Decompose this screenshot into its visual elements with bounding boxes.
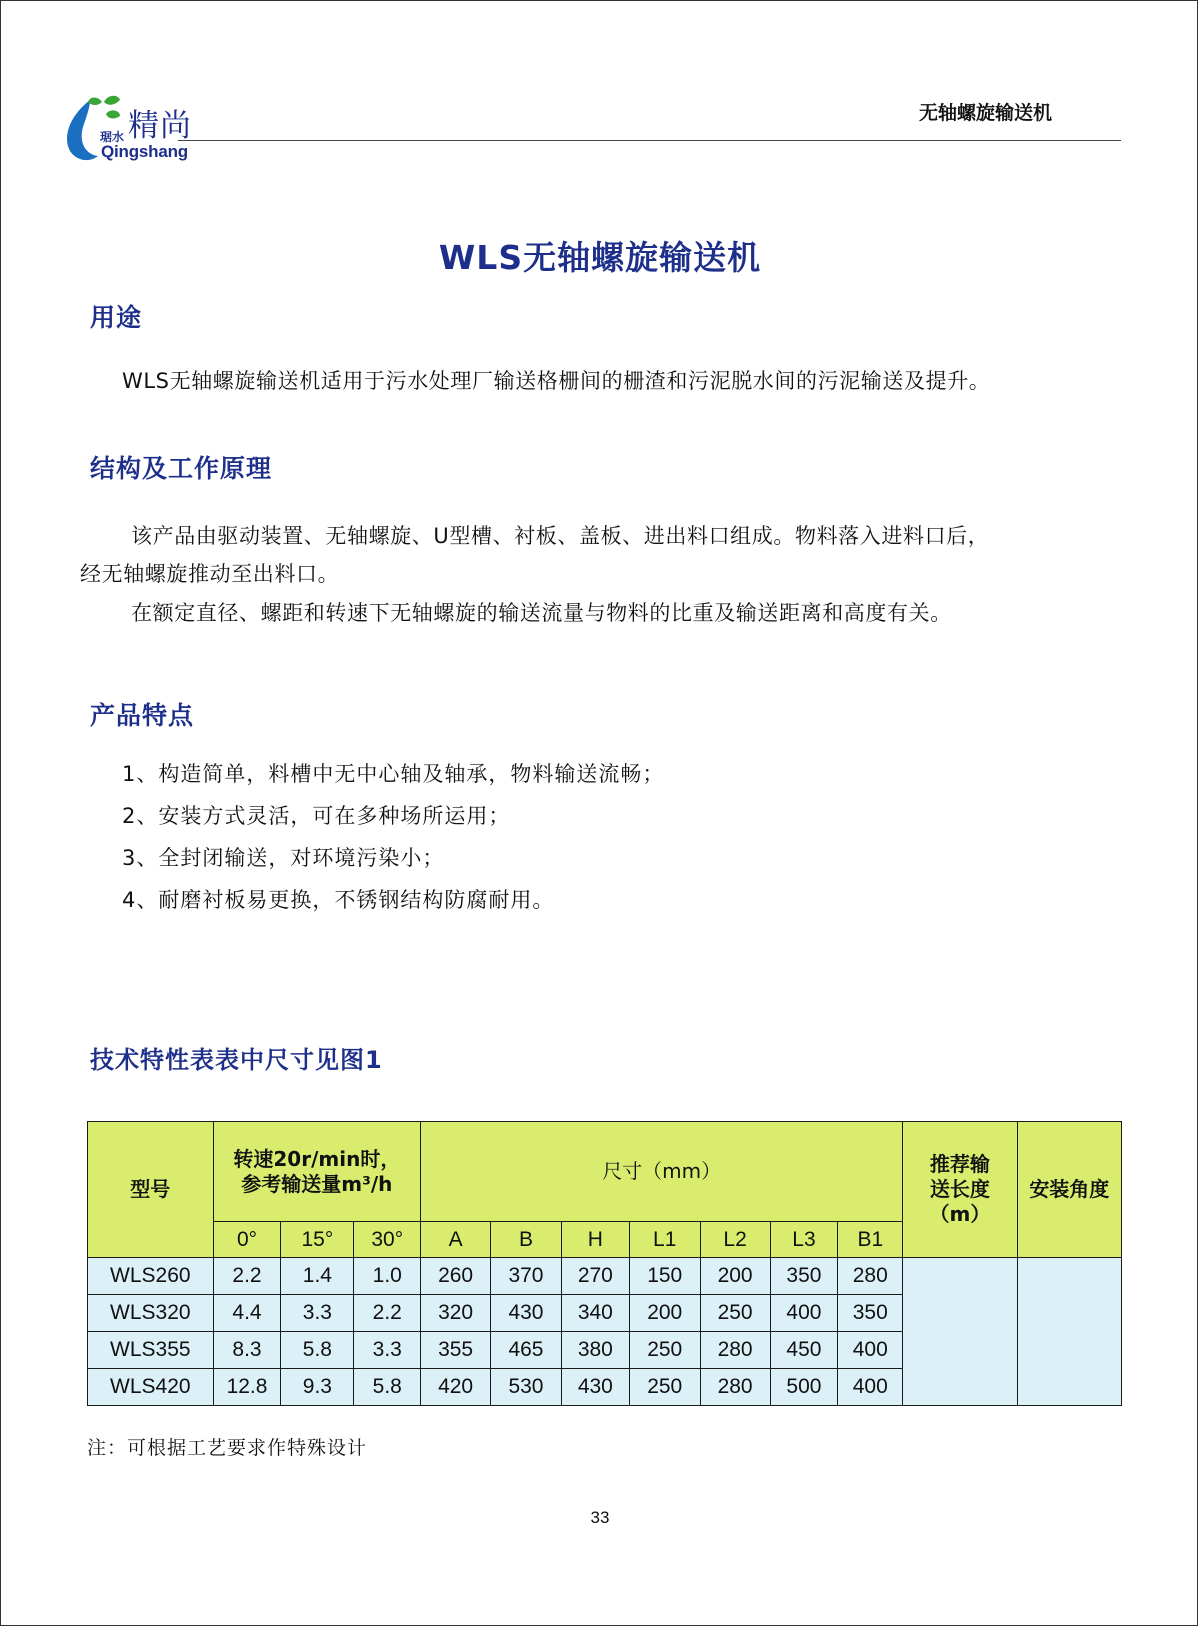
table-cell: 465 [491, 1332, 562, 1369]
design-note: 注：可根据工艺要求作特殊设计 [87, 1437, 368, 1459]
header-dimensions-label: 尺寸（mm） [602, 1159, 722, 1183]
table-cell: 270 [561, 1258, 629, 1295]
logo-chinese-name: 精尚 [128, 108, 192, 144]
table-cell: 320 [421, 1295, 491, 1332]
feature-item: 2、安装方式灵活，可在多种场所运用； [122, 804, 511, 828]
table-row [88, 1258, 1122, 1295]
subheader-cell: L2 [700, 1222, 770, 1258]
header-length-line1: 推荐输 [929, 1152, 990, 1176]
table-cell: 430 [561, 1369, 629, 1406]
tech-spec-table [87, 1121, 1122, 1406]
subheader-cell: H [561, 1222, 629, 1258]
subheader-cell: 15° [281, 1222, 354, 1258]
model-cell: WLS355 [88, 1332, 214, 1369]
model-cell: WLS260 [88, 1258, 214, 1295]
feature-item: 4、耐磨衬板易更换，不锈钢结构防腐耐用。 [122, 888, 555, 912]
table-cell: 200 [700, 1258, 770, 1295]
header-flow [213, 1122, 421, 1222]
table-cell: 500 [770, 1369, 838, 1406]
subheader-cell: 30° [354, 1222, 421, 1258]
subheader-cell: B1 [838, 1222, 903, 1258]
header-title: 无轴螺旋输送机 [918, 102, 1052, 124]
table-cell: 355 [421, 1332, 491, 1369]
header-angle [1017, 1122, 1121, 1258]
header-model-label: 型号 [130, 1177, 171, 1201]
table-cell: 2.2 [354, 1295, 421, 1332]
table-cell: 3.3 [354, 1332, 421, 1369]
structure-paragraph-line3: 在额定直径、螺距和转速下无轴螺旋的输送流量与物料的比重及输送距离和高度有关。 [131, 601, 952, 625]
table-cell: 370 [491, 1258, 562, 1295]
header-model [88, 1122, 214, 1258]
table-cell: 5.8 [354, 1369, 421, 1406]
feature-item: 3、全封闭输送，对环境污染小； [122, 846, 445, 870]
table-cell: 380 [561, 1332, 629, 1369]
subheader-cell: A [421, 1222, 491, 1258]
section-heading-features: 产品特点 [90, 701, 195, 730]
header-length-line2: 送长度 [929, 1177, 990, 1201]
document-title: WLS无轴螺旋输送机 [438, 238, 762, 277]
header-angle-label: 安装角度 [1029, 1177, 1110, 1201]
section-heading-structure: 结构及工作原理 [90, 454, 273, 483]
subheader-cell: 0° [213, 1222, 281, 1258]
table-cell: 1.0 [354, 1258, 421, 1295]
table-cell: 430 [491, 1295, 562, 1332]
table-cell: 400 [838, 1369, 903, 1406]
table-cell: 340 [561, 1295, 629, 1332]
table-cell: 280 [700, 1332, 770, 1369]
table-cell: 400 [770, 1295, 838, 1332]
table-cell: 280 [700, 1369, 770, 1406]
logo-latin-name: Qingshang [101, 142, 188, 161]
table-cell: 5.8 [281, 1332, 354, 1369]
table-cell: 400 [838, 1332, 903, 1369]
table-cell: 2.2 [213, 1258, 281, 1295]
header-flow-line1: 转速20r/min时， [233, 1146, 401, 1171]
table-cell: 1.4 [281, 1258, 354, 1295]
table-header-row [88, 1122, 1122, 1222]
header-flow-line2: 参考输送量m³/h [241, 1171, 393, 1196]
table-cell: 260 [421, 1258, 491, 1295]
table-cell: 450 [770, 1332, 838, 1369]
model-cell: WLS320 [88, 1295, 214, 1332]
table-cell: 250 [700, 1295, 770, 1332]
length-blank-cell [903, 1258, 1017, 1406]
table-cell: 250 [629, 1369, 700, 1406]
feature-item: 1、构造简单，料槽中无中心轴及轴承，物料输送流畅； [122, 762, 665, 786]
table-cell: 12.8 [213, 1369, 281, 1406]
subheader-cell: B [491, 1222, 562, 1258]
table-cell: 280 [838, 1258, 903, 1295]
table-cell: 3.3 [281, 1295, 354, 1332]
structure-paragraph-line2: 经无轴螺旋推动至出料口。 [80, 562, 340, 586]
table-cell: 530 [491, 1369, 562, 1406]
table-cell: 350 [838, 1295, 903, 1332]
section-heading-usage: 用途 [90, 303, 143, 332]
angle-blank-cell [1017, 1258, 1121, 1406]
table-cell: 4.4 [213, 1295, 281, 1332]
table-cell: 9.3 [281, 1369, 354, 1406]
page-number: 33 [590, 1508, 610, 1527]
header-length-line3: （m） [929, 1202, 991, 1226]
table-cell: 200 [629, 1295, 700, 1332]
table-cell: 420 [421, 1369, 491, 1406]
header-rule [178, 140, 1121, 141]
table-cell: 8.3 [213, 1332, 281, 1369]
table-cell: 350 [770, 1258, 838, 1295]
structure-paragraph-line1: 该产品由驱动装置、无轴螺旋、U型槽、衬板、盖板、进出料口组成。物料落入进料口后， [131, 524, 990, 548]
header-length [903, 1122, 1017, 1258]
logo-chinese-small: 琚水 [100, 130, 125, 144]
model-cell: WLS420 [88, 1369, 214, 1406]
subheader-cell: L1 [629, 1222, 700, 1258]
header-dimensions [421, 1122, 903, 1222]
subheader-cell: L3 [770, 1222, 838, 1258]
section-heading-tech-spec: 技术特性表表中尺寸见图1 [90, 1046, 383, 1074]
table-cell: 250 [629, 1332, 700, 1369]
table-cell: 150 [629, 1258, 700, 1295]
usage-paragraph: WLS无轴螺旋输送机适用于污水处理厂输送格栅间的栅渣和污泥脱水间的污泥输送及提升。 [122, 369, 991, 393]
